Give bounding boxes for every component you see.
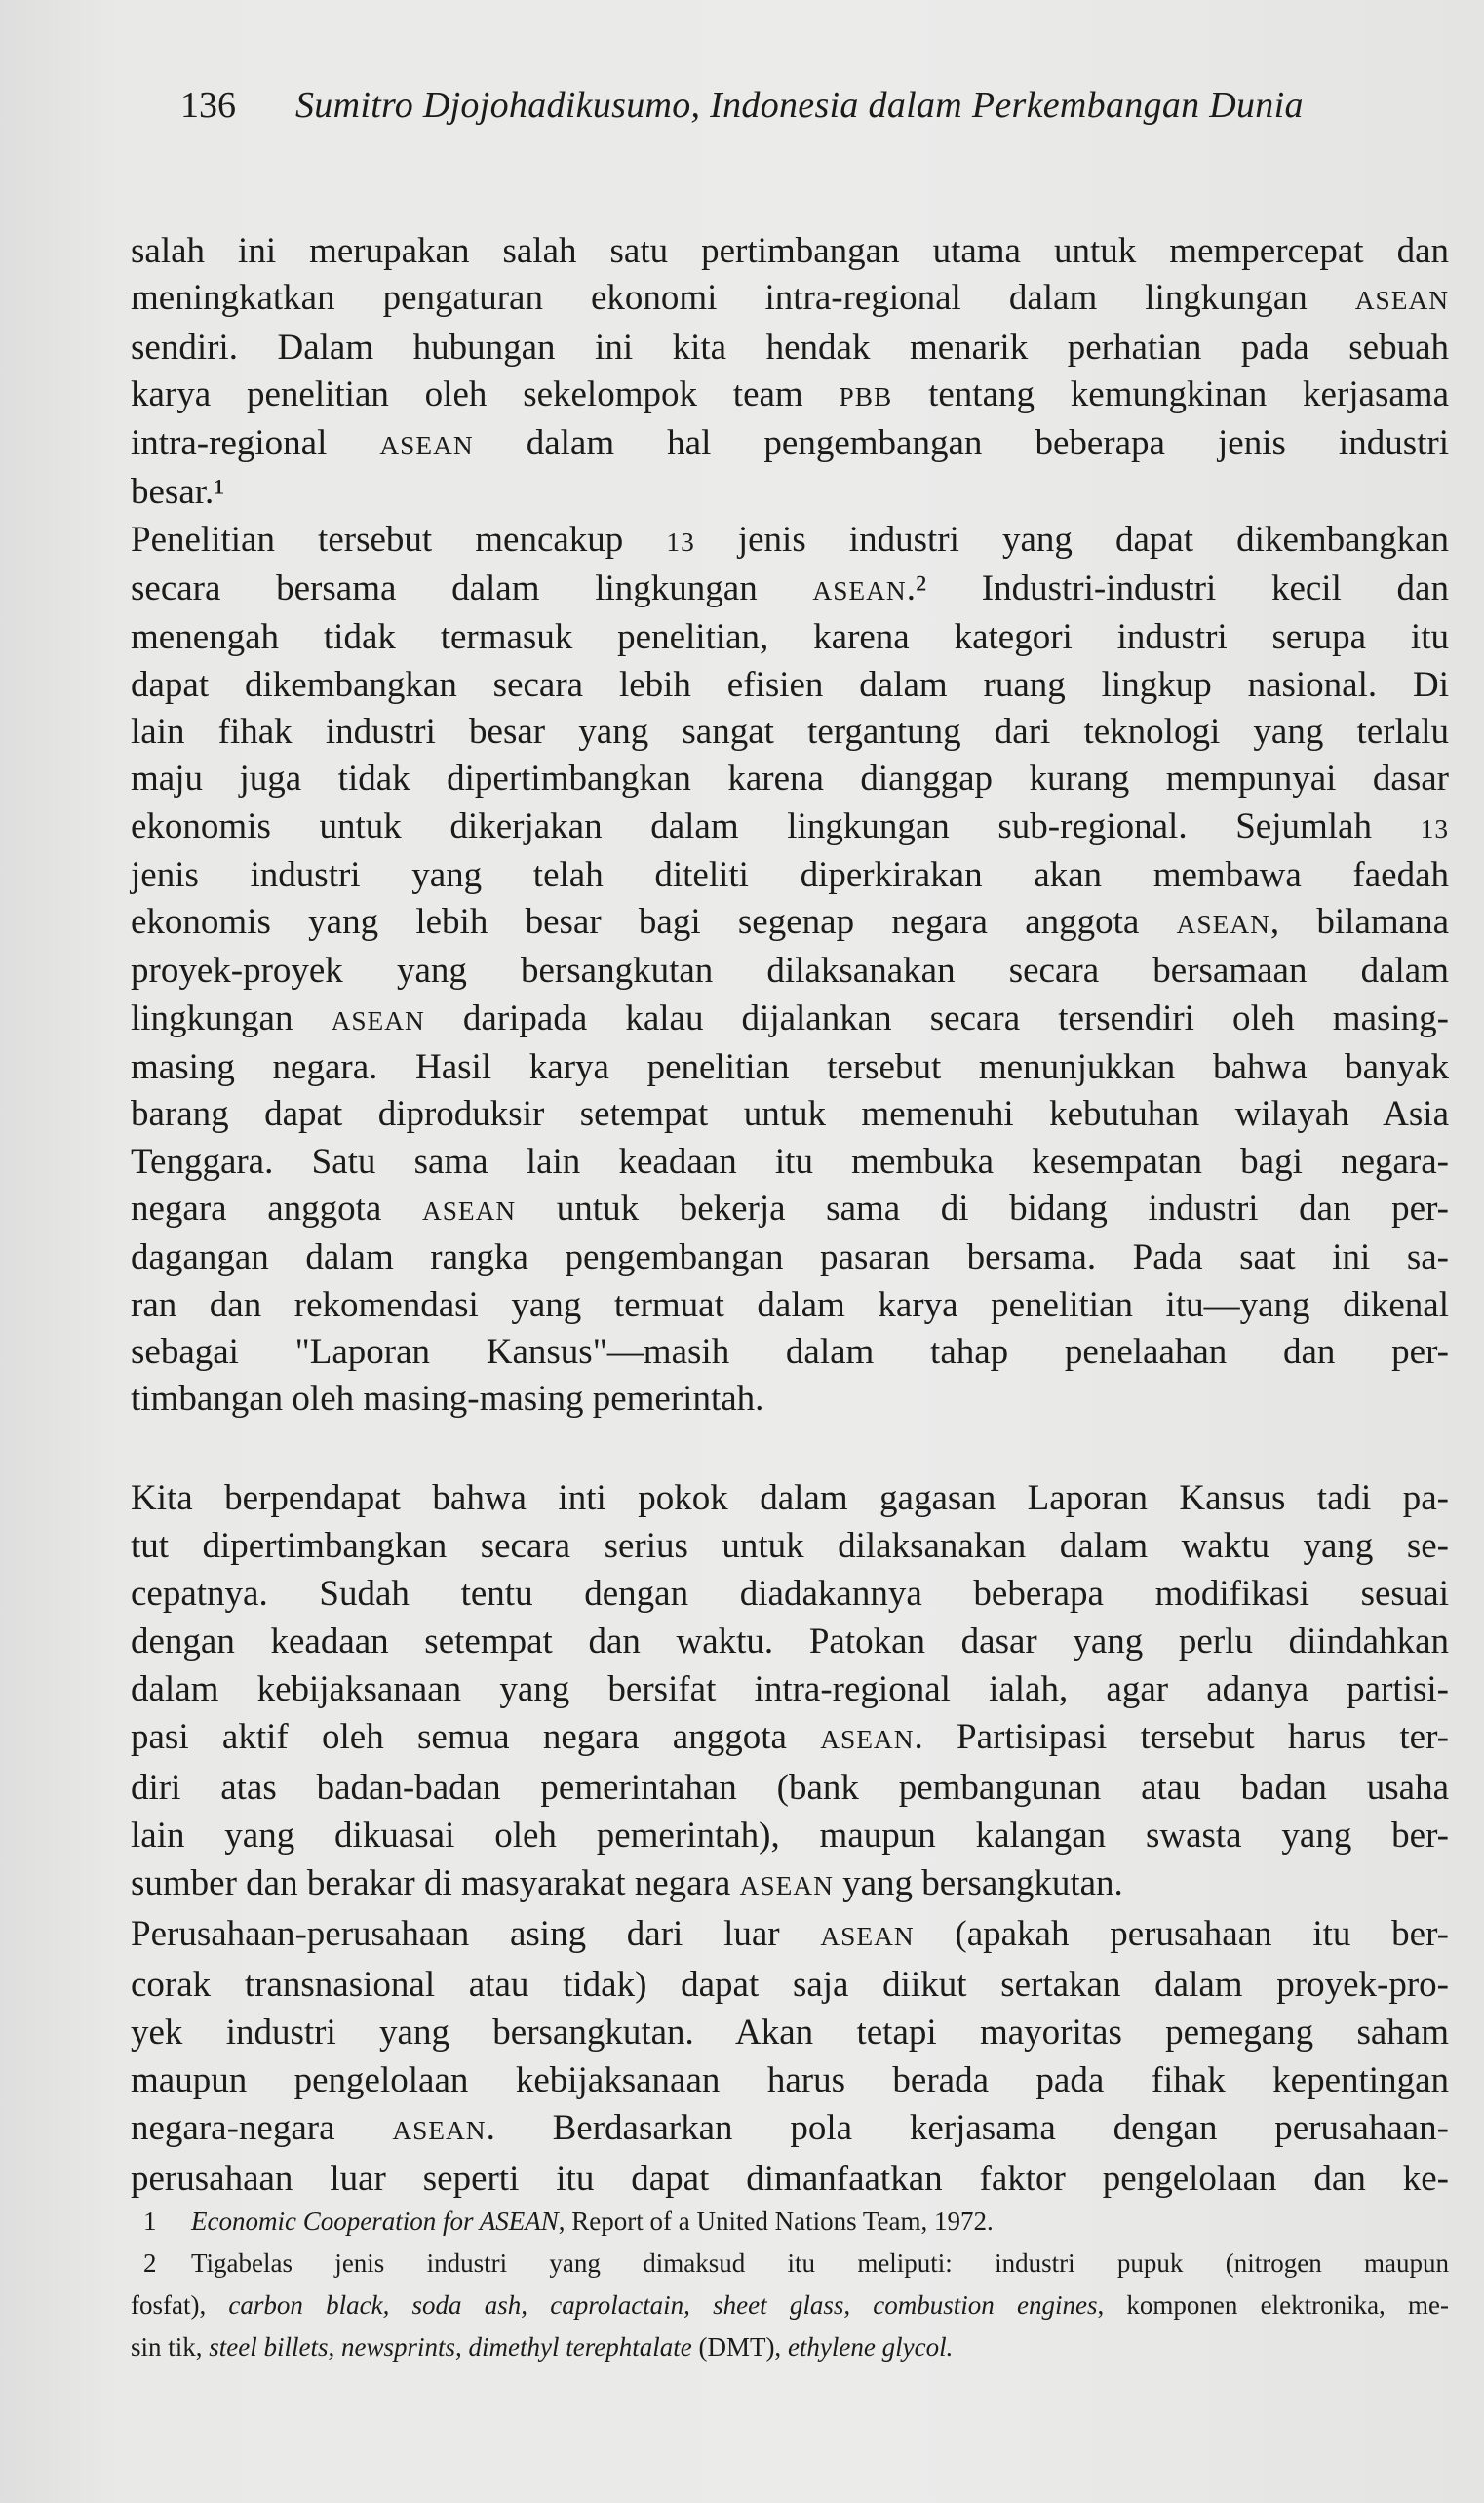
footnote-2-line-3 <box>131 2327 1449 2368</box>
text-line: meningkatkan pengaturan ekonomi intra-regional dalam lingkungan ASEAN <box>131 278 1449 319</box>
footnote-italic-terms: ethylene glycol. <box>787 2332 954 2362</box>
text-line: karya penelitian oleh sekelompok team PBB tentang kemungkinan kerjasama <box>131 373 1449 414</box>
text-line: barang dapat diproduksir setempat untuk memenuhi kebutuhan wilayah Asia <box>131 1094 1449 1135</box>
text-line: besar.¹ <box>131 472 225 513</box>
text-line: dapat dikembangkan secara lebih efisien dalam ruang lingkup nasional. Di <box>131 664 1449 705</box>
paragraph-2 <box>131 1474 1449 2203</box>
footnote-cited-title: Economic Cooperation for ASEAN <box>191 2207 559 2236</box>
text-line: ekonomis untuk dikerjakan dalam lingkungan sub-regional. Sejumlah 13 <box>131 805 1449 846</box>
text-line: sebagai "Laporan Kansus"—masih dalam tahap penelaahan dan per- <box>131 1331 1449 1372</box>
text-line: lingkungan ASEAN daripada kalau dijalankan secara tersendiri oleh masing- <box>131 997 1449 1038</box>
running-title: Sumitro Djojohadikusumo, Indonesia dalam Perkembangan Dunia <box>295 85 1304 126</box>
text-line: ran dan rekomendasi yang termuat dalam karya penelitian itu—yang dikenal <box>131 1284 1449 1325</box>
footnote-text: Tigabelas jenis industri yang dimaksud itu meliputi: industri pupuk (nitrogen maupun <box>191 2249 1449 2278</box>
text-line: perusahaan luar seperti itu dapat dimanfaatkan faktor pengelolaan dan ke- <box>131 2159 1449 2199</box>
text-line: sumber dan berakar di masyarakat negara ASEAN yang bersangkutan. <box>131 1863 1123 1903</box>
text-line: diri atas badan-badan pemerintahan (bank pembangunan atau badan usaha <box>131 1768 1449 1808</box>
text-line: Tenggara. Satu sama lain keadaan itu membuka kesempatan bagi negara- <box>131 1141 1449 1182</box>
text-line: yek industri yang bersangkutan. Akan tetapi mayoritas pemegang saham <box>131 2013 1449 2053</box>
footnote-2-line-2 <box>131 2285 1449 2327</box>
footnote-text: fosfat), <box>131 2290 229 2320</box>
text-line: menengah tidak termasuk penelitian, karena kategori industri serupa itu <box>131 617 1449 658</box>
text-line: lain yang dikuasai oleh pemerintah), maupun kalangan swasta yang ber- <box>131 1816 1449 1856</box>
text-line: Kita berpendapat bahwa inti pokok dalam gagasan Laporan Kansus tadi pa- <box>131 1478 1449 1518</box>
text-line: dalam kebijaksanaan yang bersifat intra-regional ialah, agar adanya partisi- <box>131 1669 1449 1709</box>
text-line: timbangan oleh masing-masing pemerintah. <box>131 1379 764 1420</box>
text-line: maju juga tidak dipertimbangkan karena dianggap kurang mempunyai dasar <box>131 759 1449 800</box>
text-line: secara bersama dalam lingkungan ASEAN.² Industri-industri kecil dan <box>131 568 1449 609</box>
text-line: proyek-proyek yang bersangkutan dilaksanakan secara bersamaan dalam <box>131 951 1449 992</box>
text-line: corak transnasional atau tidak) dapat saja diikut sertakan dalam proyek-pro- <box>131 1965 1449 2005</box>
page-number: 136 <box>180 85 236 126</box>
paragraph-1 <box>131 228 1449 1423</box>
footnote-number: 1 <box>143 2207 157 2236</box>
text-line: cepatnya. Sudah tentu dengan diadakannya beberapa modifikasi sesuai <box>131 1574 1449 1614</box>
text-line: jenis industri yang telah diteliti diperkirakan akan membawa faedah <box>131 854 1449 895</box>
footnote-text: sin tik, <box>131 2332 210 2362</box>
footnote-2-line-1 <box>131 2243 1449 2285</box>
footnote-text: (DMT), <box>691 2332 788 2362</box>
text-line: negara anggota ASEAN untuk bekerja sama di bidang industri dan per- <box>131 1188 1450 1229</box>
text-line: dengan keadaan setempat dan waktu. Patokan dasar yang perlu diindahkan <box>131 1622 1449 1662</box>
footnote-1 <box>131 2201 1449 2243</box>
text-line: tut dipertimbangkan secara serius untuk dilaksanakan dalam waktu yang se- <box>131 1526 1449 1566</box>
text-line: negara-negara ASEAN. Berdasarkan pola kerjasama dengan perusahaan- <box>131 2108 1449 2148</box>
text-line: dagangan dalam rangka pengembangan pasaran bersama. Pada saat ini sa- <box>131 1237 1449 1278</box>
text-line: masing negara. Hasil karya penelitian tersebut menunjukkan bahwa banyak <box>131 1047 1449 1088</box>
text-line: lain fihak industri besar yang sangat tergantung dari teknologi yang terlalu <box>131 711 1449 752</box>
text-line: maupun pengelolaan kebijaksanaan harus berada pada fihak kepentingan <box>131 2060 1449 2100</box>
text-line: ekonomis yang lebih besar bagi segenap negara anggota ASEAN, bilamana <box>131 902 1450 943</box>
text-line: Penelitian tersebut mencakup 13 jenis industri yang dapat dikembangkan <box>131 519 1449 560</box>
text-line: pasi aktif oleh semua negara anggota ASEAN. Partisipasi tersebut harus ter- <box>131 1717 1449 1757</box>
text-line: Perusahaan-perusahaan asing dari luar ASEAN (apakah perusahaan itu ber- <box>131 1914 1449 1954</box>
footnote-italic-terms: steel billets, newsprints, dimethyl terephtalate <box>209 2332 692 2362</box>
footnote-text: , Report of a United Nations Team, 1972. <box>558 2207 994 2236</box>
text-line: sendiri. Dalam hubungan ini kita hendak menarik perhatian pada sebuah <box>131 327 1449 368</box>
footnote-number: 2 <box>143 2249 157 2278</box>
text-line: intra-regional ASEAN dalam hal pengembangan beberapa jenis industri <box>131 423 1449 464</box>
footnote-text: , komponen elektronika, me- <box>1097 2290 1449 2320</box>
footnote-italic-terms: carbon black, soda ash, caprolactain, sheet glass, combustion engines <box>228 2290 1098 2320</box>
text-line: salah ini merupakan salah satu pertimbangan utama untuk mempercepat dan <box>131 231 1449 271</box>
